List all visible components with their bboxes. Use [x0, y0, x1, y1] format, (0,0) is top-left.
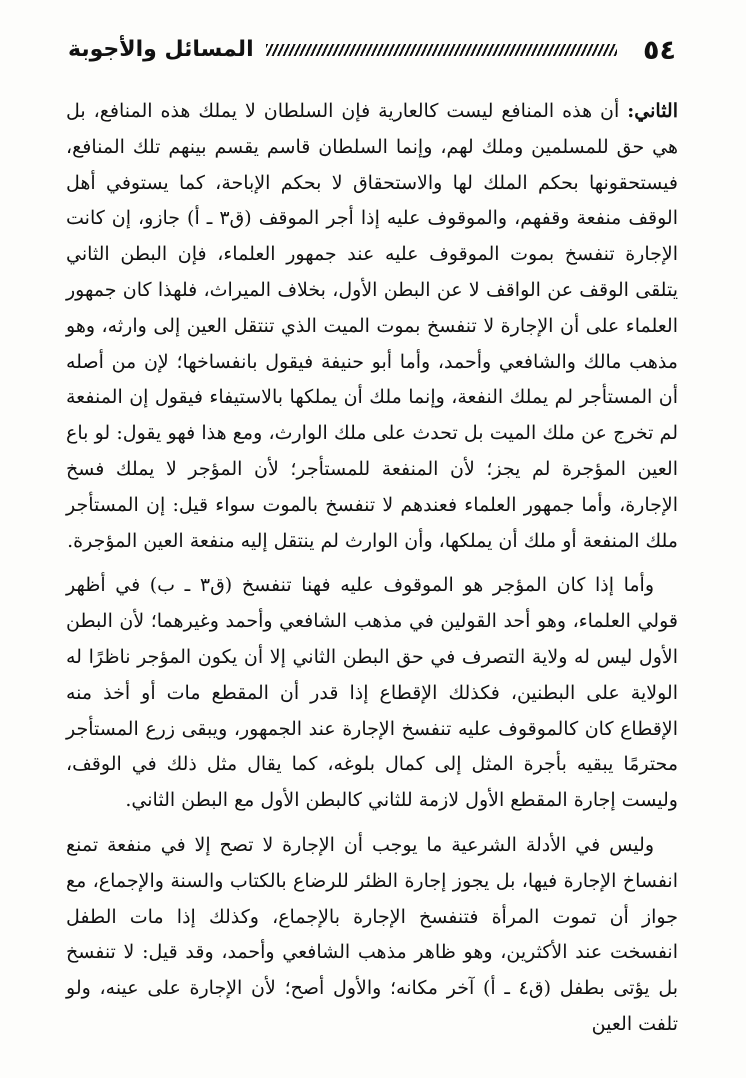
running-title: المسائل والأجوبة [68, 37, 254, 62]
page-header [68, 30, 676, 70]
paragraph-lead-term: الثاني: [627, 100, 678, 122]
paragraph-1-text: أن هذه المنافع ليست كالعارية فإن السلطان لا يملك هذه المنافع، بل هي حق للمسلمين وملك لهم، وإنما السلطان قاسم يقسم بينهم تلك المنافع، فيستحقونها بحكم الملك لها والاستحقاق لا بحكم الإباحة، كما يستوفي أهل الوقف منفعة وقفهم، والموقوف عليه إذا أجر الموقف (ق٣ ـ أ) جازو، إن كانت الإجارة تنفسخ بموت الموقوف عليه عند جمهور العلماء، فإن البطن الثاني يتلقى الوقف عن الواقف لا عن البطن الأول، بخلاف الميراث، فلهذا كان جمهور العلماء على أن الإجارة لا تنفسخ بموت الميت الذي تنتقل العين إلى وارثه، وهو مذهب مالك والشافعي وأحمد، وأما أبو حنيفة فيقول بانفساخها؛ لإن من أصله أن المستأجر لم يملك النفعة، وإنما ملك أن يملكها بالاستيفاء فيقول إن المنفعة لم تخرج عن ملك الميت بل تحدث على ملك الوارث، ومع هذا فهو يقول: لو باع العين المؤجرة لم يجز؛ لأن المنفعة للمستأجر؛ لأن المؤجر لا يملك فسخ الإجارة، وأما جمهور العلماء فعندهم لا تنفسخ بالموت سواء قيل: إن المستأجر ملك المنفعة أو ملك أن يملكها، وأن الوارث لم ينتقل إليه منفعة العين المؤجرة. [66, 100, 678, 552]
page-number: ٥٤ [643, 34, 676, 66]
header-hatched-rule [266, 44, 617, 56]
paragraph-1 [66, 94, 678, 559]
text-body [66, 94, 678, 1052]
paragraph-3: وليس في الأدلة الشرعية ما يوجب أن الإجارة لا تصح إلا في منفعة تمنع انفساخ الإجارة فيها، بل يجوز إجارة الظئر للرضاع بالكتاب والسنة والإجماع، مع جواز أن تموت المرأة فتنفسخ الإجارة بالإجماع، وكذلك إذا مات الطفل انفسخت عند الأكثرين، وهو ظاهر مذهب الشافعي وأحمد، وقد قيل: لا تنفسخ بل يؤتى بطفل (ق٤ ـ أ) آخر مكانه؛ والأول أصح؛ لأن الإجارة على عينه، ولو تلفت العين [66, 833, 678, 1035]
paragraph-2: وأما إذا كان المؤجر هو الموقوف عليه فهنا تنفسخ (ق٣ ـ ب) في أظهر قولي العلماء، وهو أحد القولين في مذهب الشافعي وأحمد وغيرهما؛ لأن البطن الأول ليس له ولاية التصرف في حق البطن الثاني إلا أن يكون المؤجر ناظرًا له الولاية على البطنين، فكذلك الإقطاع إذا قدر أن المقطع مات أو أخذ منه الإقطاع كان كالموقوف عليه تنفسخ الإجارة عند الجمهور، ويبقى زرع المستأجر محترمًا يبقيه بأجرة المثل إلى كمال بلوغه، كما يقال مثل ذلك في الوقف، وليست إجارة المقطع الأول لازمة للثاني كالبطن الأول مع البطن الثاني. [66, 574, 678, 812]
